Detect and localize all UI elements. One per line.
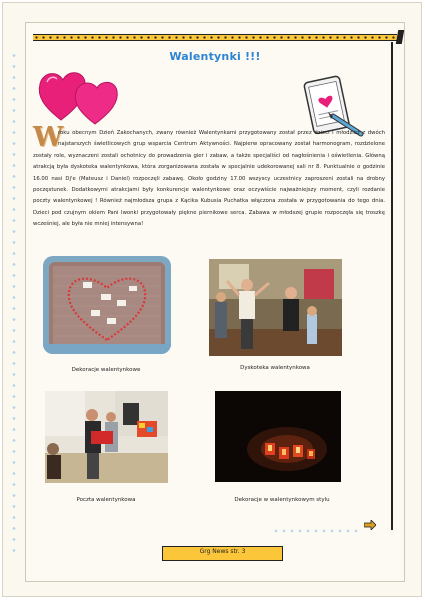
footer-page-label: Grg News str. 3 (199, 548, 246, 555)
top-decorative-bar (33, 34, 397, 41)
left-dotted-border (12, 50, 16, 560)
photo-caption-4: Dekoracje w walentynkowym stylu (234, 497, 330, 503)
photo-caption-2: Dyskoteka walentynkowa (240, 365, 310, 371)
footer-bar (162, 546, 283, 561)
photo-caption-3: Poczta walentynkowa (76, 497, 136, 503)
heart-right (75, 82, 117, 124)
dropcap-letter: W (33, 122, 64, 153)
photo-heart-decoration (43, 256, 171, 354)
article-title: Walentynki !!! (169, 50, 261, 63)
photo-caption-1: Dekoracje walentynkowe (71, 367, 141, 373)
photo-disco (209, 259, 342, 356)
bottom-dotted-border (272, 529, 362, 533)
right-border-line (391, 42, 393, 530)
photo-valentine-mail (45, 391, 168, 483)
top-bar-dots (33, 36, 397, 39)
next-page-arrow-icon[interactable] (364, 520, 376, 530)
two-pink-hearts-icon (37, 66, 125, 126)
article-body: roku obecnym Dzień Zakochanych, zwany również Walentynkami przygotowany został przez dzieci i młodzież z dwóch najstarszych świetlicowych grup wsparcia Centrum Aktywności. Najpierw opracowany został harmonogram, rozdzielone zostały role, wyznaczeni zostali ochotnicy do prowadzenia gier i zabaw, a także specjaliści od nagłośnienia i oświetlenia. Główną atrakcją była dyskoteka walentynkowa, która zorganizowana została w specjalnie udekorowanej sali nr 8. Punktualnie o godzinie 16.00 nasi Dj'e (Mateusz i Daniel) rozpoczęli zabawę. Około godziny 17.00 wszyscy uczestnicy zaproszeni zostali na drobny poczęstunek. Dodatkowymi atrakcjami były konkurencje walentynkowe oraz oczywiście najważniejszy moment, czyli rozdanie poczty walentynkowej ! Również najmłodsza grupa z Kącika Kubusia Puchatka włączona została w przygotowania do tego dnia. Dzieci pod czujnym okiem Pani Iwonki przygotowały piękne piernikowe serca. Zabawa w młodszej grupie rozpoczęła się troszkę wcześniej, ale była nie mniej intensywna! (33, 130, 385, 228)
photo-dark-decorations (215, 391, 341, 482)
